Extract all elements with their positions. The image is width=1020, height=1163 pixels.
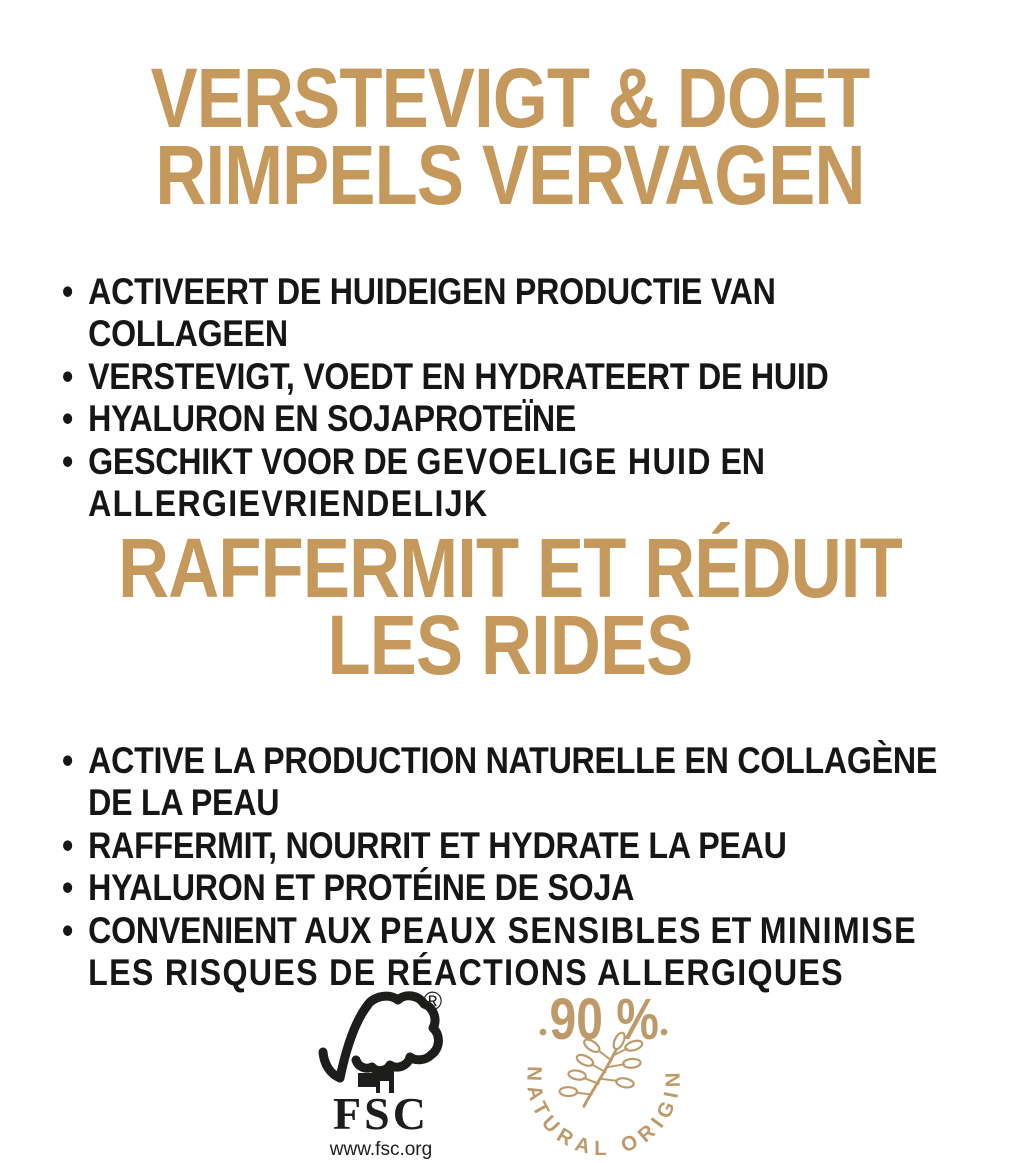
list-item-text bbox=[88, 398, 576, 441]
bullet-icon: • bbox=[62, 270, 74, 312]
list-item bbox=[62, 398, 1020, 441]
text-run: ACTIVEERT DE HUIDEIGEN PRODUCTIE VAN bbox=[88, 270, 776, 312]
natural-origin-badge bbox=[501, 989, 706, 1163]
bullet-icon: • bbox=[62, 398, 74, 440]
list-item-text bbox=[88, 825, 787, 868]
heading-nl-line-1: VERSTEVIGT & DOET bbox=[150, 51, 870, 146]
heading-fr bbox=[0, 520, 1020, 692]
list-item bbox=[62, 441, 1020, 526]
list-item-text bbox=[88, 356, 828, 399]
dot-icon bbox=[540, 1029, 547, 1036]
emphasized-text: PEAUX SENSIBLES bbox=[379, 909, 702, 951]
ring-text: NATURAL ORIGIN bbox=[522, 1065, 685, 1160]
heading-nl-line-2: RIMPELS VERVAGEN bbox=[155, 128, 865, 223]
list-item bbox=[62, 910, 1020, 995]
text-run: RAFFERMIT, NOURRIT ET HYDRATE LA PEAU bbox=[88, 824, 787, 866]
text-run: GESCHIKT VOOR DE bbox=[88, 440, 417, 482]
list-item-text bbox=[88, 910, 917, 995]
heading-nl bbox=[0, 51, 1020, 223]
percent-label: 90 % bbox=[549, 988, 659, 1052]
fsc-wordmark: FSC bbox=[333, 1087, 429, 1139]
list-item-text bbox=[88, 740, 937, 825]
text-run: VERSTEVIGT, VOEDT EN HYDRATEERT DE HUID bbox=[88, 355, 829, 397]
text-run: DE LA PEAU bbox=[88, 782, 280, 824]
list-item bbox=[62, 740, 1020, 825]
list-item bbox=[62, 356, 1020, 399]
bullet-icon: • bbox=[62, 867, 74, 909]
heading-fr-line-1: RAFFERMIT ET RÉDUIT bbox=[118, 520, 902, 615]
text-run: EN bbox=[711, 440, 765, 482]
text-run: HYALURON EN SOJAPROTEÏNE bbox=[88, 398, 577, 440]
text-run: CONVENIENT AUX bbox=[88, 909, 380, 951]
bullet-icon: • bbox=[62, 739, 74, 781]
certification-logos bbox=[0, 989, 1020, 1163]
registered-trademark: ® bbox=[423, 988, 443, 1016]
benefits-list-nl bbox=[62, 271, 1020, 526]
bullet-icon: • bbox=[62, 440, 74, 482]
fsc-url: www.fsc.org bbox=[329, 1138, 433, 1160]
list-item-text bbox=[88, 867, 634, 910]
list-item bbox=[62, 867, 1020, 910]
dot-icon bbox=[661, 1029, 668, 1036]
bullet-icon: • bbox=[62, 824, 74, 866]
list-item bbox=[62, 271, 1020, 356]
list-item-text bbox=[88, 441, 765, 526]
text-run: ET bbox=[701, 909, 760, 951]
emphasized-text: MINIMISE bbox=[759, 909, 917, 951]
emphasized-text: LES RISQUES DE RÉACTIONS ALLERGIQUES bbox=[88, 952, 844, 994]
benefits-list-fr bbox=[62, 740, 1020, 995]
list-item bbox=[62, 825, 1020, 868]
emphasized-text: ALLERGIEVRIENDELIJK bbox=[88, 483, 489, 525]
text-run: COLLAGEEN bbox=[88, 313, 288, 355]
heading-fr-line-2: LES RIDES bbox=[327, 597, 693, 692]
bullet-icon: • bbox=[62, 909, 74, 951]
bullet-icon: • bbox=[62, 355, 74, 397]
fsc-logo bbox=[314, 989, 449, 1163]
text-run: ACTIVE LA PRODUCTION NATURELLE EN COLLAGÈNE bbox=[88, 739, 938, 781]
fsc-tree-check-icon bbox=[323, 996, 438, 1078]
list-item-text bbox=[88, 271, 776, 356]
emphasized-text: GEVOELIGE HUID bbox=[416, 440, 712, 482]
text-run: HYALURON ET PROTÉINE DE SOJA bbox=[88, 867, 635, 909]
